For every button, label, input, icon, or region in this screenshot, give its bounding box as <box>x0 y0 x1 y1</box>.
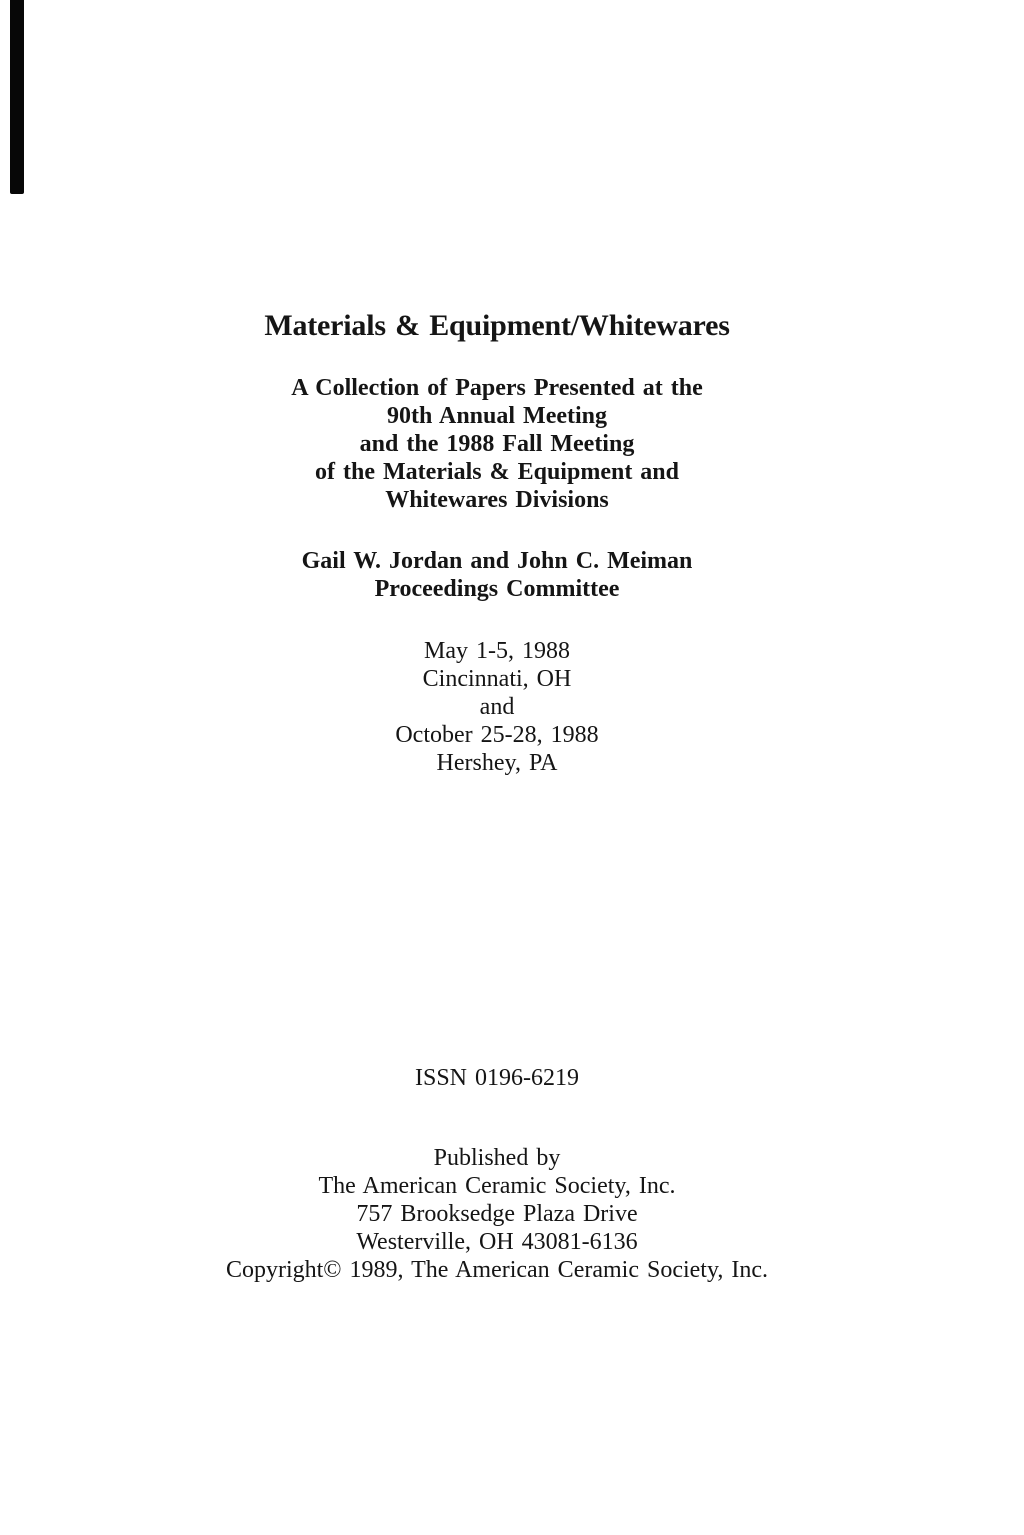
issn-line: ISSN 0196-6219 <box>414 1065 579 1091</box>
subtitle-block <box>0 374 994 514</box>
subtitle-line: A Collection of Papers Presented at the <box>291 375 703 401</box>
event-conjunction: and <box>479 694 515 720</box>
publisher-street: 757 Brooksedge Plaza Drive <box>356 1201 638 1227</box>
publisher-city: Westerville, OH 43081-6136 <box>356 1229 638 1255</box>
event-date: October 25-28, 1988 <box>395 722 599 748</box>
published-by-line: Published by <box>433 1145 561 1171</box>
event-location: Cincinnati, OH <box>422 666 572 692</box>
subtitle-line: and the 1988 Fall Meeting <box>359 431 635 457</box>
committee-name: Proceedings Committee <box>374 576 620 602</box>
events-block <box>0 637 994 777</box>
committee-block <box>0 547 994 603</box>
committee-editors: Gail W. Jordan and John C. Meiman <box>301 548 693 574</box>
copyright-line: Copyright© 1989, The American Ceramic Society, Inc. <box>225 1257 769 1283</box>
event-location: Hershey, PA <box>436 750 558 776</box>
book-title: Materials & Equipment/Whitewares <box>264 309 730 342</box>
publisher-block <box>0 1144 994 1284</box>
subtitle-line: 90th Annual Meeting <box>386 403 608 429</box>
publisher-name: The American Ceramic Society, Inc. <box>318 1173 676 1199</box>
subtitle-line: of the Materials & Equipment and <box>315 459 679 485</box>
event-date: May 1-5, 1988 <box>424 638 570 664</box>
subtitle-line: Whitewares Divisions <box>385 487 609 513</box>
